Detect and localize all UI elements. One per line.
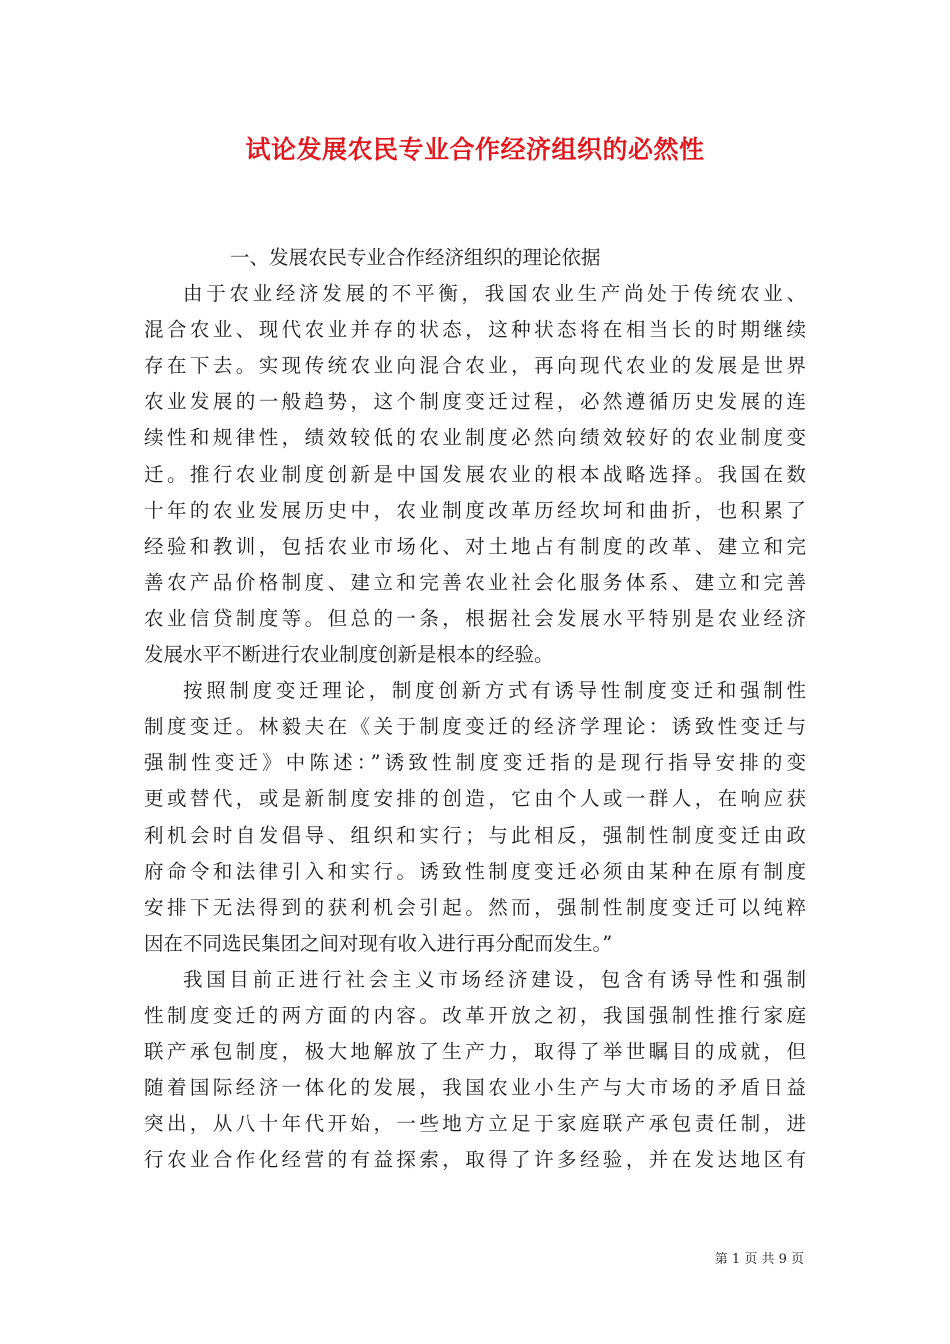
text-line: 制度变迁。林毅夫在《关于制度变迁的经济学理论：诱致性变迁与	[144, 715, 806, 739]
text-line: 安排下无法得到的获利机会引起。然而，强制性制度变迁可以纯粹	[144, 895, 806, 919]
document-title: 试论发展农民专业合作经济组织的必然性	[245, 135, 705, 164]
text-line: 续性和规律性，绩效较低的农业制度必然向绩效较好的农业制度变	[144, 426, 806, 450]
text-line: 农业发展的一般趋势，这个制度变迁过程，必然遵循历史发展的连	[144, 390, 806, 414]
document-body	[144, 240, 806, 1178]
text-line: 行农业合作化经营的有益探索，取得了许多经验，并在发达地区有	[144, 1148, 806, 1172]
text-line: 迁。推行农业制度创新是中国发展农业的根本战略选择。我国在数	[144, 462, 806, 486]
text-line: 经验和教训，包括农业市场化、对土地占有制度的改革、建立和完	[144, 534, 806, 558]
text-line: 更或替代，或是新制度安排的创造，它由个人或一群人，在响应获	[144, 787, 806, 811]
text-line: 性制度变迁的两方面的内容。改革开放之初，我国强制性推行家庭	[144, 1003, 806, 1027]
text-line: 联产承包制度，极大地解放了生产力，取得了举世瞩目的成就，但	[144, 1040, 806, 1064]
text-line: 混合农业、现代农业并存的状态，这种状态将在相当长的时期继续	[144, 318, 806, 342]
text-line: 因在不同选民集团之间对现有收入进行再分配而发生。”	[144, 931, 613, 955]
text-line: 按照制度变迁理论，制度创新方式有诱导性制度变迁和强制性	[183, 679, 806, 703]
text-line: 善农产品价格制度、建立和完善农业社会化服务体系、建立和完善	[144, 570, 806, 594]
text-line: 随着国际经济一体化的发展，我国农业小生产与大市场的矛盾日益	[144, 1076, 806, 1100]
text-line: 府命令和法律引入和实行。诱致性制度变迁必须由某种在原有制度	[144, 859, 806, 883]
text-line: 由于农业经济发展的不平衡，我国农业生产尚处于传统农业、	[183, 282, 806, 306]
text-line: 农业信贷制度等。但总的一条，根据社会发展水平特别是农业经济	[144, 606, 806, 630]
text-line: 我国目前正进行社会主义市场经济建设，包含有诱导性和强制	[183, 967, 806, 991]
text-line: 存在下去。实现传统农业向混合农业，再向现代农业的发展是世界	[144, 354, 806, 378]
text-line: 一、发展农民专业合作经济组织的理论依据	[230, 246, 601, 269]
text-line: 十年的农业发展历史中，农业制度改革历经坎坷和曲折，也积累了	[144, 498, 806, 522]
text-line: 发展水平不断进行农业制度创新是根本的经验。	[144, 643, 554, 667]
text-line: 利机会时自发倡导、组织和实行；与此相反，强制性制度变迁由政	[144, 823, 806, 847]
text-line: 突出，从八十年代开始，一些地方立足于家庭联产承包责任制，进	[144, 1112, 806, 1136]
text-line: 强制性变迁》中陈述：”诱致性制度变迁指的是现行指导安排的变	[144, 751, 806, 775]
page-footer: 第 1 页 共 9 页	[714, 1252, 804, 1267]
